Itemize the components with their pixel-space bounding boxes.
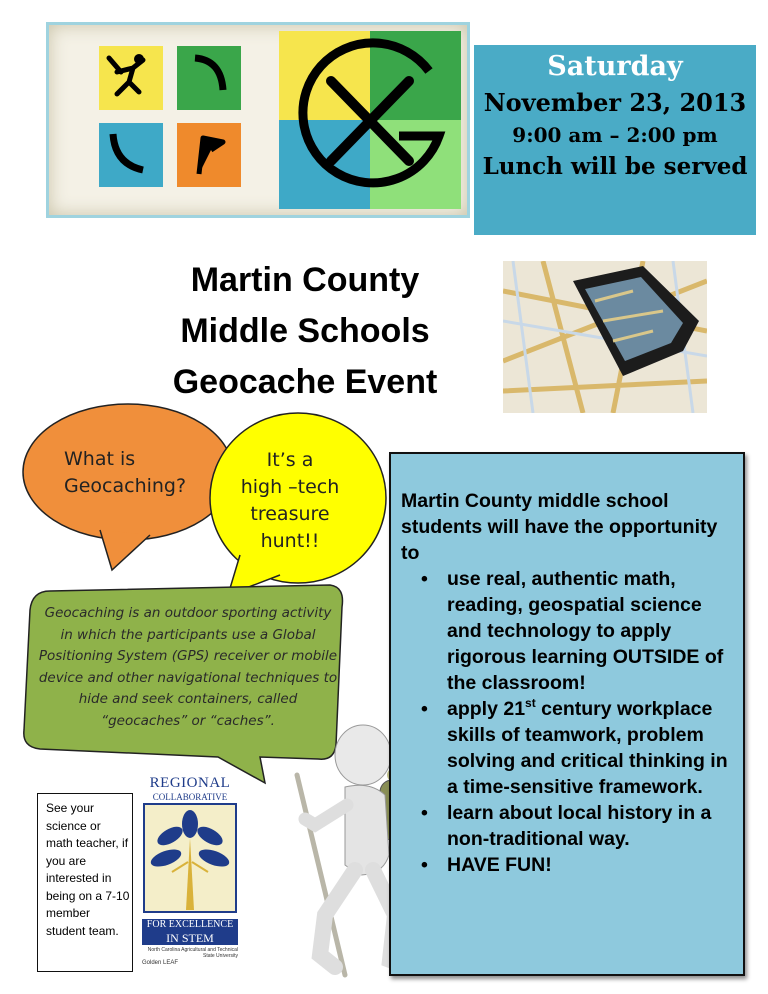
regional-collaborative-stem-logo <box>142 775 238 975</box>
stem-logo-line-4: IN STEM <box>166 931 214 945</box>
question-line-1: What is <box>64 448 136 470</box>
stem-logo-line-5: North Carolina Agricultural and Technical State University <box>147 947 238 959</box>
event-info-box <box>389 452 745 976</box>
bullet-2-end: century workplace skills of teamwork, problem solving and critical thinking in a time-sensitive framework. <box>447 698 728 798</box>
title-line-2: Middle Schools <box>180 312 430 350</box>
stem-logo-line-3: FOR EXCELLENCE <box>146 919 234 930</box>
title-line-3: Geocache Event <box>172 363 438 401</box>
event-date-box <box>474 45 756 235</box>
event-lunch-note: Lunch will be served <box>482 153 748 180</box>
geocaching-logo <box>46 22 470 218</box>
logo-g-emblem <box>279 31 461 209</box>
event-date: November 23, 2013 <box>483 88 747 117</box>
info-bullet-4: • HAVE FUN! <box>447 852 737 878</box>
question-line-2: Geocaching? <box>64 475 187 497</box>
bubble-question-text <box>64 446 186 500</box>
logo-symbols-icon <box>99 46 241 187</box>
info-intro: Martin County middle school students will have the opportunity to <box>401 490 718 564</box>
event-time: 9:00 am – 2:00 pm <box>512 123 718 147</box>
bullet-2-start: apply 21 <box>447 698 526 720</box>
bullet-2-superscript: st <box>525 696 536 710</box>
info-bullet-1: • use real, authentic math, reading, geospatial science and technology to apply rigorous learning OUTSIDE of the classroom! <box>447 566 737 696</box>
gps-phone-photo <box>503 261 707 413</box>
info-bullet-list <box>401 566 737 878</box>
stem-logo-line-6: Golden LEAF <box>142 960 179 966</box>
team-note-text: See your science or math teacher, if you are interested in being on a 7-10 member student team. <box>46 801 130 938</box>
stem-tree-icon <box>142 802 238 914</box>
page-title <box>120 255 490 408</box>
stem-logo-line-1: REGIONAL <box>149 775 231 791</box>
info-bullet-2 <box>447 696 737 800</box>
stem-logo-line-2: COLLABORATIVE <box>152 792 228 802</box>
event-day: Saturday <box>547 51 683 82</box>
bubble-answer-text <box>230 447 350 555</box>
answer-line-2: high –tech <box>240 476 340 498</box>
team-note-box <box>37 793 133 972</box>
geocaching-definition: Geocaching is an outdoor sporting activity in which the participants use a Global Positioning System (GPS) receiver or mobile device and other navigational techniques to hide and seek containers, called “geocaches” or “caches”. <box>38 605 338 729</box>
info-bullet-3: • learn about local history in a non-traditional way. <box>447 800 737 852</box>
answer-line-1: It’s a <box>266 449 314 471</box>
answer-line-3: treasure <box>250 503 330 525</box>
title-line-1: Martin County <box>190 261 420 299</box>
answer-line-4: hunt!! <box>260 530 320 552</box>
